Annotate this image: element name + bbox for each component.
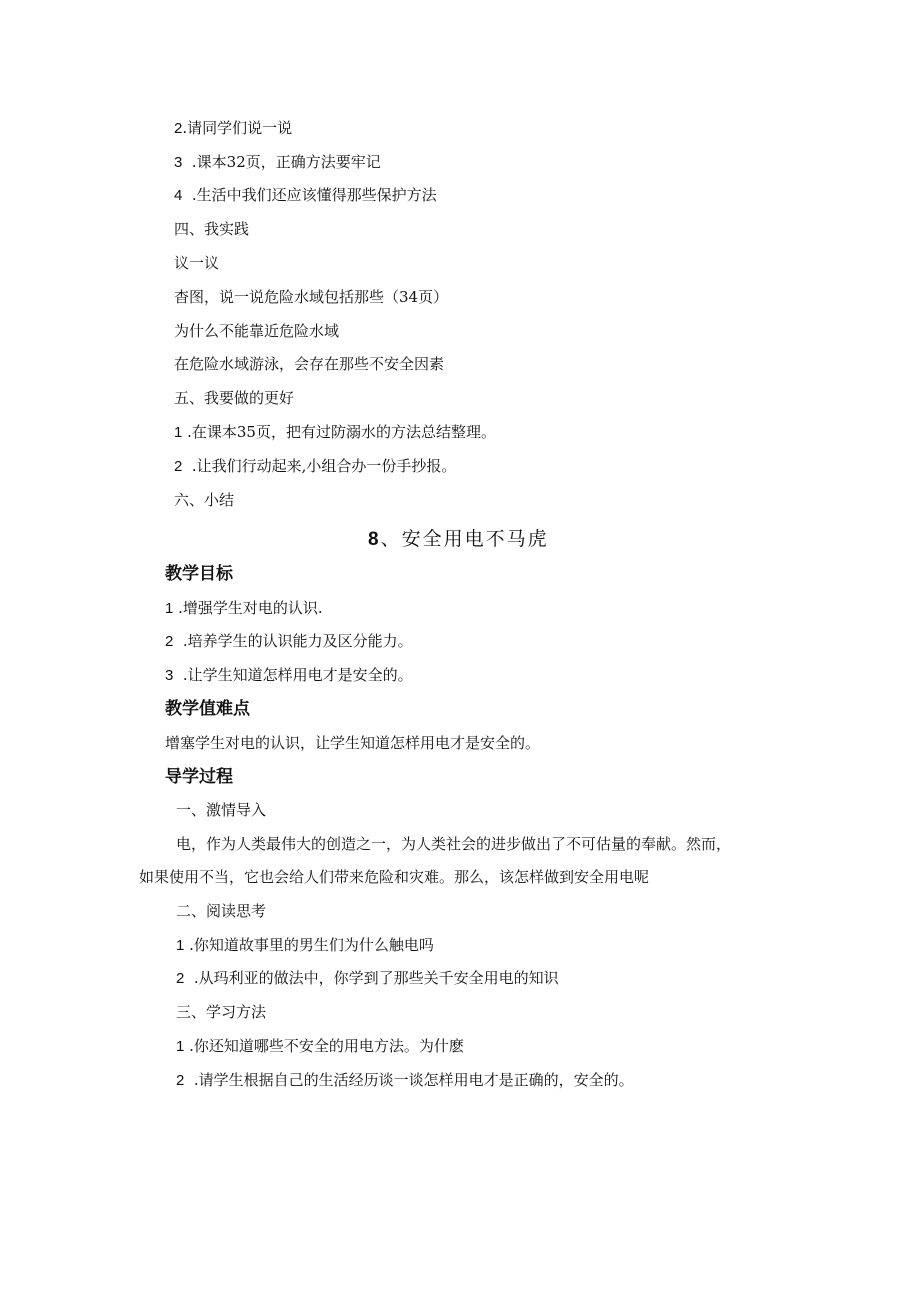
- item-text: .课本32页，正确方法要牢记: [191, 153, 381, 171]
- item-text: .请同学们说一说: [182, 119, 293, 137]
- list-item: [174, 185, 437, 206]
- list-item: [176, 1070, 634, 1091]
- title-text: 、安全用电不马虎: [380, 528, 549, 550]
- title-number: 8: [368, 529, 381, 550]
- item-text: .从玛利亚的做法中，你学到了那些关千安全用电的知识: [193, 969, 559, 987]
- item-number: 2: [176, 970, 185, 987]
- item-text: .增强学生对电的认识.: [178, 599, 323, 617]
- section-heading: 二、阅读思考: [176, 902, 267, 920]
- item-text: .请学生根据自己的生活经历谈一谈怎样用电才是正确的，安全的。: [193, 1071, 634, 1089]
- list-item: [165, 631, 413, 652]
- item-number: 3: [174, 154, 183, 171]
- item-number: 4: [174, 187, 183, 204]
- item-text: .你知道故事里的男生们为什么触电吗: [189, 936, 434, 954]
- item-text: .让学生知道怎样用电才是安全的。: [182, 666, 413, 684]
- list-item: [176, 1036, 464, 1057]
- process-heading: 导学过程: [165, 767, 233, 787]
- list-item: [176, 968, 559, 989]
- item-number: 1: [176, 1038, 185, 1055]
- item-number: 2: [176, 1072, 185, 1089]
- list-item: [165, 598, 323, 619]
- paragraph: 议一议: [174, 254, 220, 272]
- item-text: .培养学生的认识能力及区分能力。: [182, 632, 413, 650]
- list-item: [174, 422, 496, 443]
- item-number: 2: [174, 120, 183, 137]
- paragraph: 杳图，说一说危险水域包括那些（34页）: [174, 288, 449, 306]
- section-heading: 五、我要做的更好: [174, 389, 295, 407]
- list-item: [176, 935, 434, 956]
- item-number: 2: [174, 458, 183, 475]
- item-text: .生活中我们还应该懂得那些保护方法: [191, 186, 437, 204]
- section-heading: 一、激情导入: [176, 801, 267, 819]
- item-number: 1: [165, 600, 174, 617]
- list-item: [174, 456, 456, 477]
- section-heading: 四、我实践: [174, 220, 250, 238]
- item-text: .让我们行动起来,小组合办一份手抄报。: [191, 457, 457, 475]
- paragraph: 电，作为人类最伟大的创造之一，为人类社会的进步做出了不可估量的奉献。然而，: [176, 835, 732, 853]
- item-number: 1: [176, 937, 185, 954]
- item-number: 3: [165, 667, 174, 684]
- paragraph: 增塞学生对电的认识，让学生知道怎样用电才是安全的。: [165, 734, 541, 752]
- list-item: [165, 665, 413, 686]
- page-title: [368, 527, 549, 552]
- paragraph: 在危险水域游泳，会存在那些不安全因素: [174, 355, 445, 373]
- item-text: .在课本35页，把有过防溺水的方法总结整理。: [187, 423, 496, 441]
- section-heading: 六、小结: [174, 491, 235, 509]
- item-text: .你还知道哪些不安全的用电方法。为什麽: [189, 1037, 464, 1055]
- item-number: 1: [174, 424, 183, 441]
- list-item: [174, 118, 292, 139]
- list-item: [174, 152, 381, 173]
- key-points-heading: 教学值难点: [165, 699, 250, 719]
- paragraph: 为什么不能靠近危险水域: [174, 322, 340, 340]
- section-heading: 三、学习方法: [176, 1003, 267, 1021]
- item-number: 2: [165, 633, 174, 650]
- paragraph: 如果使用不当，它也会给人们带来危险和灾难。那么，该怎样做到安全用电呢: [139, 868, 650, 886]
- goals-heading: 教学目标: [165, 564, 233, 584]
